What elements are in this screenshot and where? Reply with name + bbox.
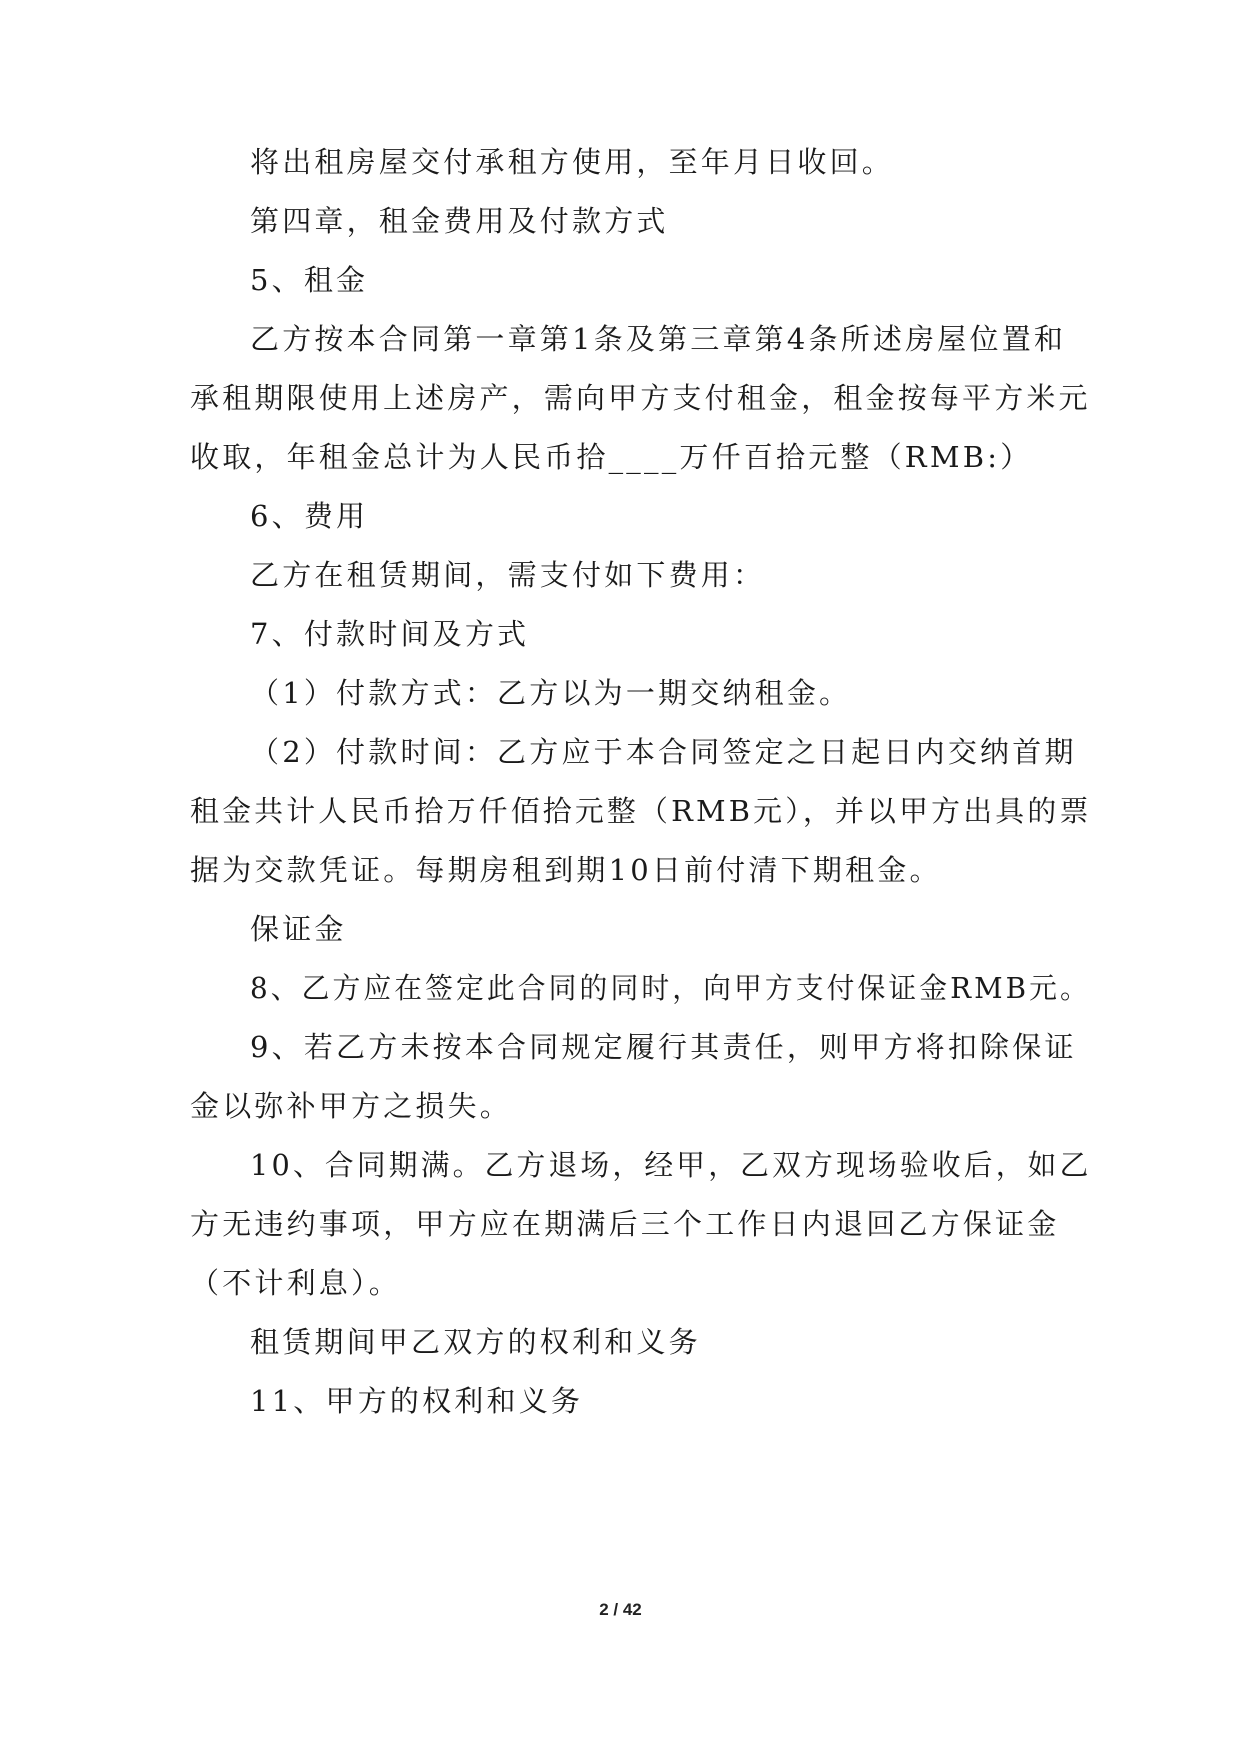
paragraph-line: 乙方按本合同第一章第1条及第三章第4条所述房屋位置和 (250, 322, 1067, 356)
paragraph-line: 乙方在租赁期间，需支付如下费用： (250, 558, 766, 592)
paragraph-line: 租金共计人民币拾万仟佰拾元整（RMB元），并以甲方出具的票 (190, 794, 1092, 828)
section-heading: 7、付款时间及方式 (250, 617, 530, 651)
page-number: 2 / 42 (599, 1600, 642, 1619)
chapter-heading: 第四章，租金费用及付款方式 (250, 204, 669, 238)
section-heading: 租赁期间甲乙双方的权利和义务 (250, 1325, 701, 1359)
paragraph-line: 8、乙方应在签定此合同的同时，向甲方支付保证金RMB元。 (250, 971, 1091, 1005)
section-heading: 6、费用 (250, 499, 369, 533)
section-heading: 保证金 (250, 912, 347, 946)
paragraph-line: 方无违约事项，甲方应在期满后三个工作日内退回乙方保证金 (190, 1207, 1060, 1241)
section-heading: 11、甲方的权利和义务 (250, 1384, 584, 1418)
paragraph-line: 9、若乙方未按本合同规定履行其责任，则甲方将扣除保证 (250, 1030, 1077, 1064)
paragraph-line: 金以弥补甲方之损失。 (190, 1089, 513, 1123)
paragraph-line: （2）付款时间：乙方应于本合同签定之日起日内交纳首期 (250, 735, 1077, 769)
paragraph-line: 10、合同期满。乙方退场，经甲，乙双方现场验收后，如乙 (250, 1148, 1092, 1182)
paragraph-line: 将出租房屋交付承租方使用，至年月日收回。 (250, 145, 895, 179)
section-heading: 5、租金 (250, 263, 369, 297)
paragraph-line: 收取，年租金总计为人民币拾____万仟百拾元整（RMB:） (190, 440, 1033, 474)
paragraph-line: 承租期限使用上述房产，需向甲方支付租金，租金按每平方米元 (190, 381, 1091, 415)
paragraph-line: 据为交款凭证。每期房租到期10日前付清下期租金。 (190, 853, 942, 887)
paragraph-line: （不计利息）。 (190, 1266, 401, 1300)
paragraph-line: （1）付款方式：乙方以为一期交纳租金。 (250, 676, 852, 710)
